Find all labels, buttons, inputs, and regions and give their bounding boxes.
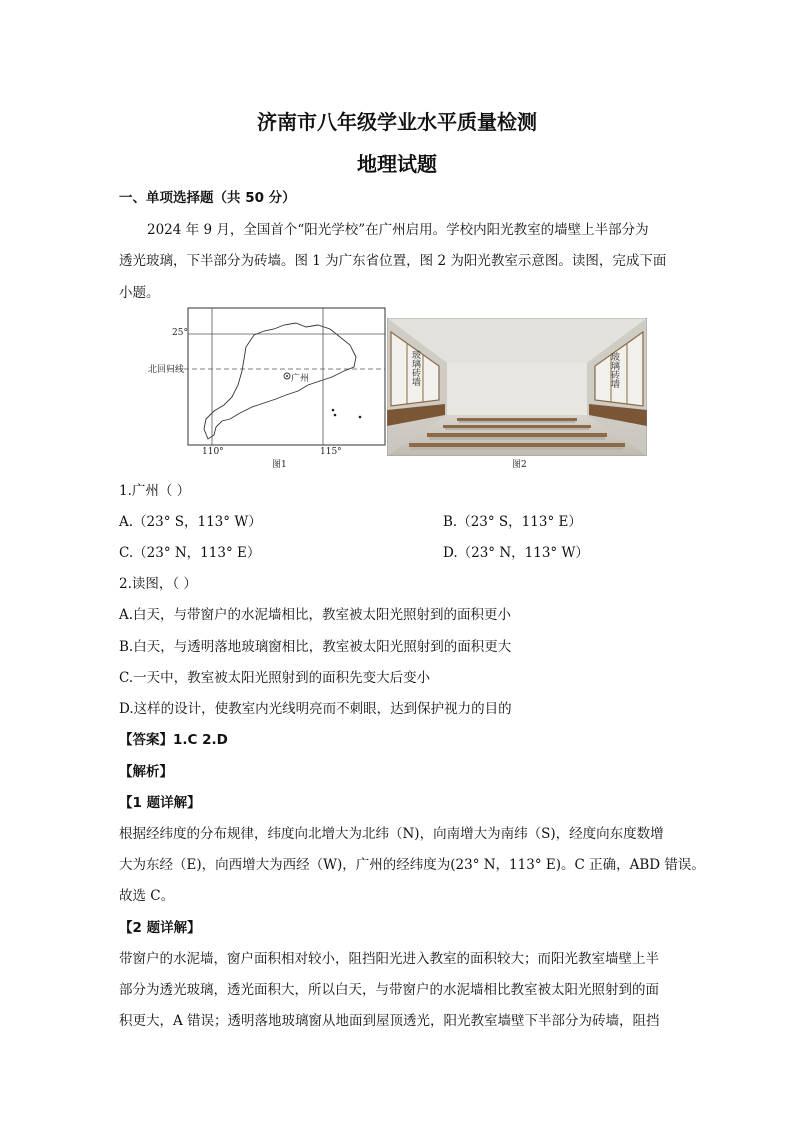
stem-line-1: 2024 年 9 月，全国首个“阳光学校”在广州启用。学校内阳光教室的墙壁上半部分为 (147, 222, 649, 238)
q1-option-c: C.（23° N，113° E） (119, 545, 261, 561)
detail-2-heading: 【2 题详解】 (119, 920, 201, 936)
island-dot (359, 416, 362, 419)
q1-option-d: D.（23° N，113° W） (443, 545, 589, 561)
doc-title: 济南市八年级学业水平质量检测 (257, 110, 537, 134)
right-glass-label: 玻璃砖墙 (609, 352, 619, 388)
detail-1-heading: 【1 题详解】 (119, 795, 201, 811)
figure-2-caption: 图2 (512, 460, 527, 470)
figure-1-map (168, 307, 390, 469)
detail-1-line-2: 大为东经（E)，向西增大为西经（W)，广州的经纬度为(23° N，113° E)。C 正确，ABD 错误。 (119, 857, 705, 873)
detail-2-line-2: 部分为透光玻璃，透光面积大，所以白天，与带窗户的水泥墙相比教室被太阳光照射到的面 (119, 982, 659, 998)
section-heading: 一、单项选择题（共 50 分） (119, 190, 296, 206)
q2-option-a: A.白天，与带窗户的水泥墙相比，教室被太阳光照射到的面积更小 (119, 607, 512, 623)
stem-line-2: 透光玻璃，下半部分为砖墙。图 1 为广东省位置，图 2 为阳光教室示意图。读图，完成下面 (119, 253, 667, 269)
q2-stem: 2.读图，（ ） (119, 576, 197, 592)
lon-115-label: 115° (320, 447, 342, 457)
q2-option-c: C.一天中，教室被太阳光照射到的面积先变大后变小 (119, 670, 431, 686)
q2-option-b: B.白天，与透明落地玻璃窗相比，教室被太阳光照射到的面积更大 (119, 639, 512, 655)
q1-option-a: A.（23° S，113° W） (119, 514, 262, 530)
lon-110-label: 110° (202, 447, 224, 457)
lat-25-label: 25° (172, 328, 188, 338)
city-label: 广州 (291, 374, 310, 384)
detail-2-line-3: 积更大，A 错误；透明落地玻璃窗从地面到屋顶透光，阳光教室墙壁下半部分为砖墙，阻挡 (119, 1013, 660, 1029)
island-dot (334, 414, 337, 417)
tropic-label: 北回归线 (148, 365, 185, 375)
q2-option-d: D.这样的设计，使教室内光线明亮而不刺眼，达到保护视力的目的 (119, 701, 512, 717)
q1-option-b: B.（23° S，113° E） (443, 514, 582, 530)
doc-subtitle: 地理试题 (357, 152, 437, 176)
detail-1-line-1: 根据经纬度的分布规律，纬度向北增大为北纬（N)，向南增大为南纬（S)，经度向东度数增 (119, 826, 664, 842)
stem-line-3: 小题。 (119, 285, 160, 301)
answer-line: 【答案】1.C 2.D (119, 732, 228, 748)
detail-2-line-1: 带窗户的水泥墙，窗户面积相对较小，阻挡阳光进入教室的面积较大；而阳光教室墙壁上半 (119, 951, 659, 967)
left-glass-label: 玻璃砖墙 (410, 350, 420, 386)
q1-stem: 1.广州（ ） (119, 483, 191, 499)
analysis-heading: 【解析】 (119, 764, 173, 780)
figure-1-caption: 图1 (272, 460, 287, 470)
island-dot (332, 409, 335, 412)
back-wall (447, 363, 587, 415)
detail-1-line-3: 故选 C。 (119, 888, 175, 904)
